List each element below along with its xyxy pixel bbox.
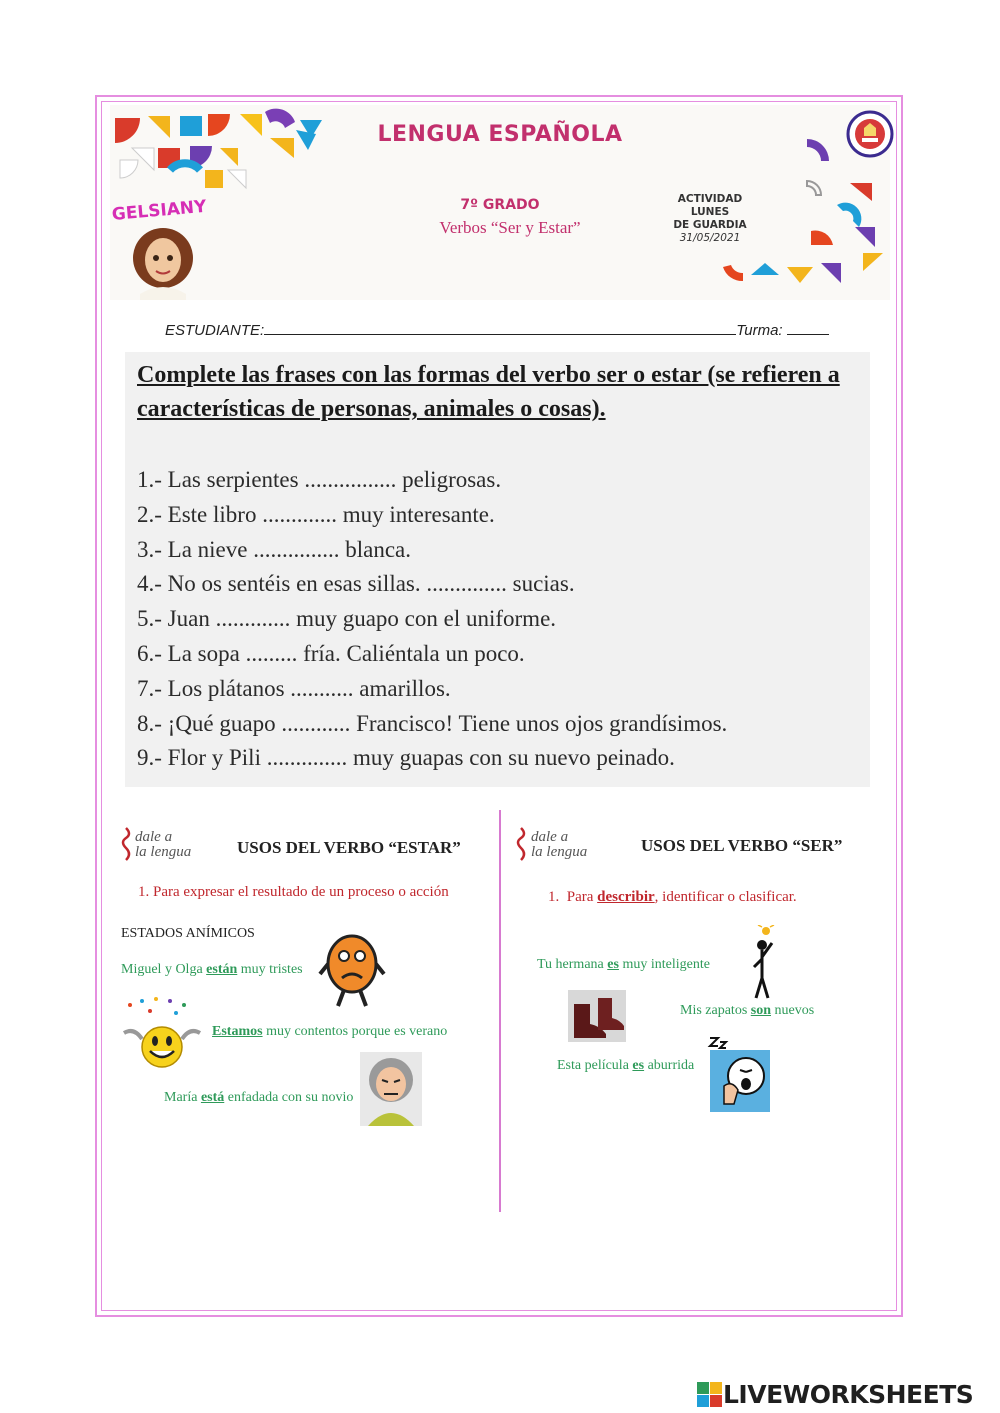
grade-label: 7º GRADO [460,197,540,213]
example-text: Mis zapatos [680,1003,751,1018]
turma-label: Turma: [736,322,783,339]
exercise-item: 3.- La nieve ............... blanca. [137,536,411,562]
example-text: muy contentos porque es verano [262,1024,448,1039]
logo-line-2: la lengua [531,844,588,860]
shoes-icon [568,990,626,1042]
example-verb: Estamos [212,1024,263,1039]
confetti-shapes-right [715,135,895,295]
activity-line-3: DE GUARDIA [673,219,747,231]
exercise-item: 9.- Flor y Pili .............. muy guapas con su nuevo peinado. [137,745,675,771]
use-number: 1. [548,889,560,905]
use-text: , identificar o clasificar. [654,889,797,905]
exercise-item: 1.- Las serpientes ................ peligrosas. [137,467,502,492]
thinking-stick-figure-icon [748,925,780,1003]
student-name-line [165,322,865,339]
liveworksheets-brand: LIVEWORKSHEETS [723,1380,974,1409]
ser-use-1 [548,889,797,906]
exercise-instructions: Complete las frases con las formas del verbo ser o estar (se refieren a características de personas, animales o cosas). [137,362,840,422]
happy-smiley-icon [120,995,205,1080]
estar-use-1: 1. Para expresar el resultado de un proceso o acción [138,884,449,900]
example-verb: son [750,1003,771,1018]
turma-field[interactable] [787,322,829,335]
ser-example-2 [680,1003,814,1019]
student-name-field[interactable] [264,322,736,335]
estar-example-3 [164,1090,353,1106]
example-verb: es [632,1058,645,1073]
exercise-item: 4.- No os sentéis en esas sillas. .............. sucias. [137,571,575,597]
dale-a-la-lengua-logo-icon [118,826,134,862]
liveworksheets-logo-icon [697,1382,723,1408]
example-text: enfadada con su novio [224,1090,354,1105]
example-text: muy inteligente [618,957,710,972]
logo-line-1: dale a [135,829,173,845]
example-verb: está [200,1090,225,1105]
column-divider [499,810,501,1212]
ser-heading: USOS DEL VERBO “SER” [641,836,843,855]
exercise-item: 7.- Los plátanos ........... amarillos. [137,675,451,701]
exercise-item: 5.- Juan ............. muy guapo con el uniforme. [137,606,557,632]
topic-label: Verbos “Ser y Estar” [439,218,581,237]
example-text: aburrida [644,1058,695,1073]
teacher-name: GELSIANY [111,196,208,225]
estar-subheading: ESTADOS ANÍMICOS [121,926,255,941]
estar-logo-text [135,830,191,860]
exercise-list [137,463,857,776]
angry-woman-icon [360,1052,422,1126]
activity-date: 31/05/2021 [679,232,741,244]
example-text: Esta película [557,1058,633,1073]
example-verb: están [206,962,238,977]
exercise-item: 8.- ¡Qué guapo ............ Francisco! Tiene unos ojos grandísimos. [137,710,728,736]
example-text: Tu hermana [537,957,608,972]
dale-a-la-lengua-logo-icon [513,826,529,862]
example-text: Miguel y Olga [121,962,207,977]
liveworksheets-logo [697,1380,973,1409]
example-text: nuevos [771,1003,815,1018]
teacher-avatar [128,224,198,300]
exercise-item: 6.- La sopa ......... fría. Caliéntala un poco. [137,640,525,666]
estar-example-2 [212,1024,447,1040]
estar-example-1 [121,962,303,978]
use-text: Para [566,889,598,905]
example-text: María [164,1090,201,1105]
sad-face-character-icon [318,932,388,1010]
estar-heading: USOS DEL VERBO “ESTAR” [237,838,461,857]
logo-line-2: la lengua [135,844,192,860]
page-title: LENGUA ESPAÑOLA [377,122,623,147]
activity-line-1: ACTIVIDAD [677,193,743,205]
example-text: muy tristes [237,962,303,977]
student-label: ESTUDIANTE: [165,322,265,339]
ser-logo-text [531,830,587,860]
logo-line-1: dale a [531,829,569,845]
ser-example-3 [557,1058,694,1074]
example-verb: es [607,957,619,972]
ser-example-1 [537,957,710,973]
activity-line-2: LUNES [690,206,730,218]
exercise-item: 2.- Este libro ............. muy interesante. [137,501,495,527]
bored-yawning-man-icon [706,1036,772,1112]
use-keyword: describir [597,889,655,905]
